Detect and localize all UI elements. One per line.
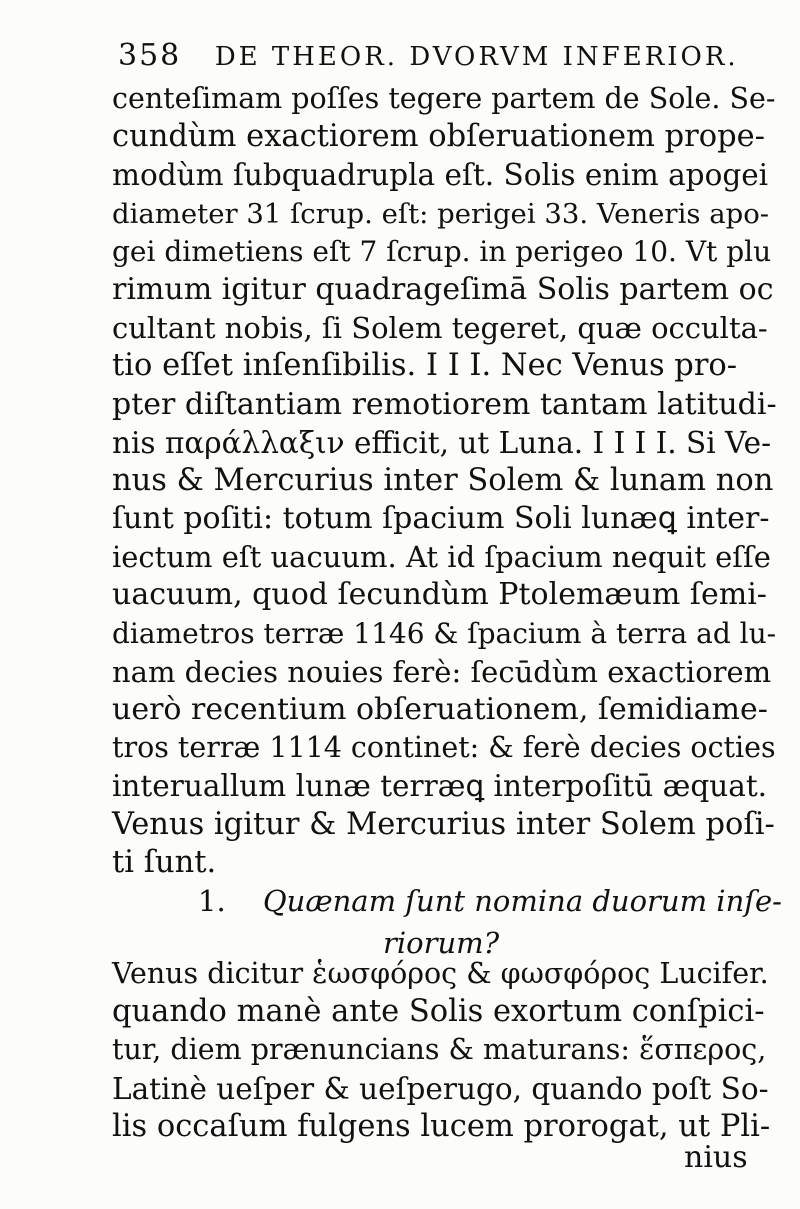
text-line: lis occaſum fulgens lucem prorogat, ut Pli- xyxy=(112,1108,771,1144)
text-line: Venus dicitur ἑωσφόρος & φωσφόρος Lucifer. xyxy=(112,957,769,990)
text-line: nam decies nouies ferè: ſecūdùm exactiorem xyxy=(112,654,772,689)
text-line: diameter 31 ſcrup. eſt: perigei 33. Veneris apo- xyxy=(112,197,770,230)
text-line: nis παράλλαξιν efficit, ut Luna. I I I I. Si Ve- xyxy=(112,425,772,460)
text-line: Latinè ueſper & ueſperugo, quando poſt So- xyxy=(112,1071,769,1106)
text-line: nus & Mercurius inter Solem & lunam non xyxy=(112,462,774,498)
text-line: cundùm exactiorem obſeruationem prope- xyxy=(112,119,765,155)
text-line: quando manè ante Solis exortum conſpici- xyxy=(112,994,765,1030)
text-line: uerò recentium obſeruationem, ſemidiame- xyxy=(112,692,768,727)
text-line: centeſimam poſſes tegere partem de Sole. Se- xyxy=(112,82,776,115)
running-header xyxy=(118,38,758,73)
text-line: diametros terræ 1146 & ſpacium à terra ad lu- xyxy=(112,616,777,650)
text-line: cultant nobis, ſi Solem tegeret, quæ occulta- xyxy=(112,311,768,346)
text-line: tros terræ 1114 continet: & ferè decies octies xyxy=(112,731,776,765)
answer-text xyxy=(112,955,777,1146)
catchword: nius xyxy=(684,1140,748,1175)
text-line: rimum igitur quadrageſimā Solis partem oc xyxy=(112,271,774,307)
page-number: 358 xyxy=(118,38,182,73)
text-line: gei dimetiens eſt 7 ſcrup. in perigeo 10. Vt plu xyxy=(112,234,772,268)
body-text xyxy=(112,80,777,882)
running-title: DE THEOR. DVORVM INFERIOR. xyxy=(214,42,739,72)
question-text-line-2: riorum? xyxy=(383,926,500,960)
text-line: tio eſſet inſenſibilis. I I I. Nec Venus pro- xyxy=(112,348,738,384)
text-line: ti ſunt. xyxy=(112,844,217,880)
text-line: modùm ſubquadrupla eſt. Solis enim apogei xyxy=(112,158,769,193)
text-line: ſunt poſiti: totum ſpacium Soli lunæꝗ inter- xyxy=(112,501,770,537)
question-heading xyxy=(198,880,782,964)
text-line: uacuum, quod ſecundùm Ptolemæum ſemi- xyxy=(112,577,767,613)
text-line: interuallum lunæ terræꝗ interpoſitū æquat. xyxy=(112,769,768,804)
text-line: pter diſtantiam remotiorem tantam latitudi- xyxy=(112,386,777,422)
text-line: tur, diem prænuncians & maturans: ἕσπερος, xyxy=(112,1033,767,1067)
text-line: iectum eſt uacuum. At id ſpacium nequit eſſe xyxy=(112,540,771,575)
question-text-line-1: Quænam ſunt nomina duorum inſe- xyxy=(262,884,782,918)
text-line: Venus igitur & Mercurius inter Solem poſi- xyxy=(112,806,775,842)
question-number: 1. xyxy=(198,884,226,918)
